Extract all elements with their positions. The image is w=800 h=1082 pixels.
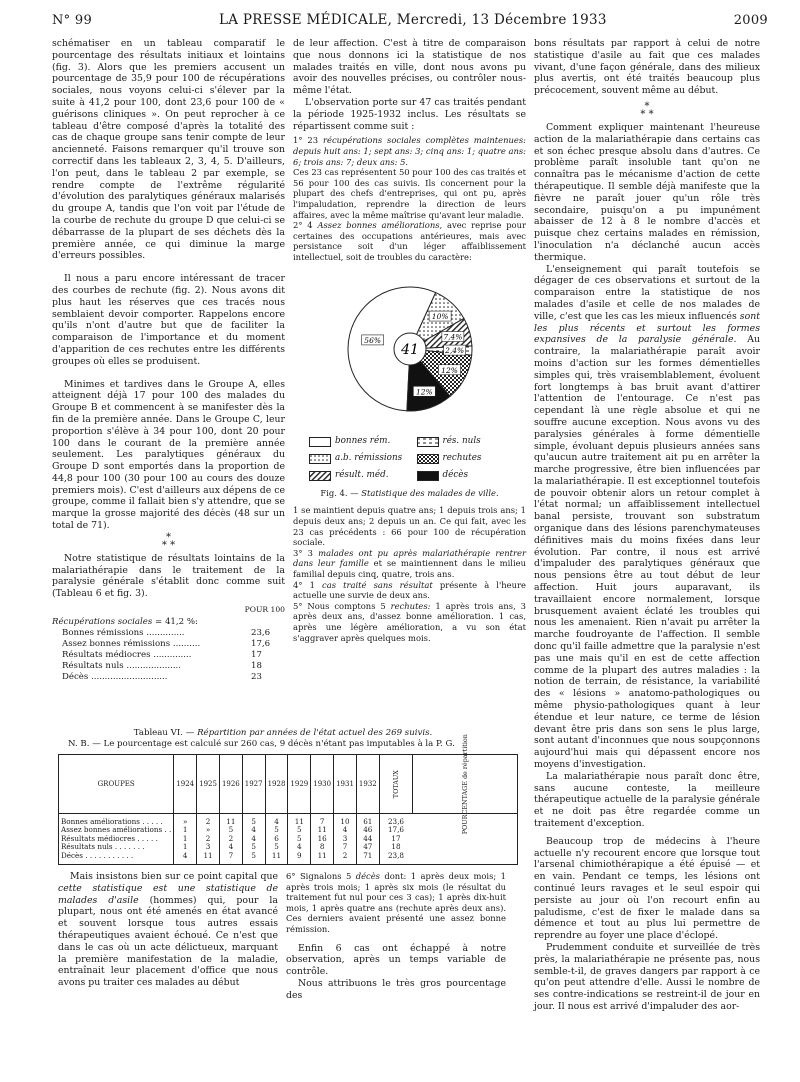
table6-header: TOTAUX [379, 755, 412, 814]
legend-swatch [417, 437, 439, 447]
table-row: Résultats nuls . . . . . . . 1 3 4 5 5 4 8 7 47 18 [59, 843, 518, 851]
table-row: Décès . . . . . . . . . . . 4 11 7 5 11 9 11 2 71 23,8 [59, 852, 518, 865]
col1-paragraph-3: Minimes et tardives dans le Groupe A, elles atteignent déjà 17 pour 100 des malades du Groupe B et commencent à se manifester dès la fin de la première année. Dans le Groupe C, leur proportion s'élève à 34 pour 100, dont 20 pour 100 dans le courant de la première année seulement. Les paralytiques généraux du Groupe D sont emportés dans la proportion de 44,8 pour 100 (30 pour 100 au cours des douze premiers mois). C'est d'ailleurs aux dépens de ce groupe, comme il fallait bien s'y attendre, que se marque la grosse majorité des décès (48 sur un total de 71). [52, 378, 285, 532]
pie-value-label: 7,4% [442, 332, 462, 342]
col1-paragraph-1: schématiser en un tableau comparatif le pourcentage des résultats initiaux et lointains (fig. 3). Alors que les premiers accusent un pourcentage de 35,9 pour 100 de récupérations sociales, nous voyons celui-ci s'élever par la suite à 41,2 pour 100, dont 23,6 pour 100 de « guérisons cliniques ». On peut reprocher à ce tableau d'être composé d'après la totalité des cas de chaque groupe sans tenir compte de leur ancienneté. Faisons remarquer qu'il trouve son correctif dans les tableaux 2, 3, 4, 5. D'ailleurs, l'on peut, dans le tableau 2 par exemple, se rendre compte de l'extrême régularité d'évolution des paralytiques généraux malarisés du groupe A, tandis que l'on voit par l'étude de la courbe de rechute du groupe D que celui-ci se débarrasse de la plupart de ses déchets dès la première année, ce qui diminue la marge d'erreurs possibles. [52, 38, 285, 262]
legend-swatch [309, 471, 331, 481]
recap-head: Récupérations sociales = 41,2 %: [52, 617, 198, 628]
col2-item-4: 4° 1 cas traité sans résultat présente à l'heure actuelle une survie de deux ans. [293, 579, 526, 601]
table6-caption: Tableau VI. — Répartition par années de l'état actuel des 269 suivis. [133, 728, 433, 738]
table6-header: 1928 [265, 755, 288, 814]
legend-item [309, 470, 413, 482]
pie-legend [309, 436, 520, 481]
pie-chart [310, 269, 510, 429]
recap-unit: POUR 100 [244, 605, 285, 615]
pie-value-label: 12% [415, 386, 433, 396]
table6-header: 1926 [219, 755, 242, 814]
table6-header: 1930 [311, 755, 334, 814]
lower-paragraph-2: Enfin 6 cas ont échappé à notre observation, après un temps variable de contrôle. [286, 942, 506, 978]
recap-row: Résultats médiocres .............. 17 [62, 650, 262, 661]
table-row: Assez bonnes améliorations . . 1 » 5 4 5 5 11 4 46 17,6 [59, 826, 518, 834]
table6-header: POURCENTAGE de répartition [412, 755, 517, 814]
table6-header: 1931 [334, 755, 357, 814]
col2-paragraph-6: 1 se maintient depuis quatre ans; 1 depuis trois ans; 1 depuis deux ans; 2 depuis un an. Ce qui fait, avec les 23 cas précédents : 66 pour 100 de récupération sociale. [293, 505, 526, 548]
pie-value-label: 10% [431, 311, 448, 321]
col3-paragraph-2: Comment expliquer maintenant l'heureuse action de la malariathérapie dans certains cas et son échec presque absolu dans d'autres. Ce problème paraît insoluble tant qu'on ne connaîtra pas le mécanisme d'action de cette thérapeutique. Il semble déjà manifeste que la fièvre ne paraît jouer qu'un rôle très secondaire, puisqu'on a pu impunément abaisser de 12 à 8 le nombre d'accès et puisque chez certains malades en rémission, l'inoculation n'a déclanché aucun accès thermique. [534, 121, 760, 263]
table6-header: GROUPES [59, 755, 174, 814]
lower-paragraph-1: Mais insistons bien sur ce point capital que cette statistique est une statistique de malades d'asile (hommes) qui, pour la plupart, nous ont été amenés en état avancé et souvent lorsque tous autres essais thérapeutiques avaient échoué. Ce n'est que dans le cas où un acte délictueux, marquant la première manifestation de la maladie, entraînait leur placement d'office que nous avons pu traiter ces malades au début [58, 871, 278, 989]
col3-paragraph-4: La malariathérapie nous paraît donc être, sans aucune conteste, la meilleure thérapeutique actuelle de la paralysie générale et ne doit pas être regardée comme un traitement d'exception. [534, 770, 760, 829]
legend-label: rés. nuls [442, 436, 481, 447]
legend-item [417, 453, 521, 465]
col3-paragraph-3: L'enseignement qui paraît toutefois se dégager de ces observations et surtout de la comparaison entre la statistique de nos malades d'asile et celle de nos malades de ville, c'est que les cas les mieux influencés sont les plus récents et surtout les formes expansives de la paralysie générale. Au contraire, la malariathérapie paraît avoir moins d'action sur les formes démentielles simples qui, très vraisemblablement, évoluent fort longtemps à bas bruit avant d'attirer l'attention de l'entourage. Ce n'est pas cependant là une règle absolue et qui ne souffre aucune exception. Nous avons vu des paralysies générales à forme démentielle simple, évoluant depuis plusieurs années sans qu'aucun autre traitement ait pu en arrêter la marche progressive, être bien influencées par la malariathérapie. Il est exceptionnel toutefois de pouvoir obtenir alors un retour complet à l'état normal; un affaiblissement intellectuel banal persiste, trouvant son substratum organique dans des lésions parenchymateuses définitives mais du moins fixées dans leur évolution. Par contre, il nous est arrivé d'impaluder des paralytiques généraux que nous pensions être au tout début de leur affection. Huit jours auparavant, ils travaillaient encore normalement, lorsque brusquement avaient éclaté les troubles qui nous les amenaient. Rien n'avait pu arrêter la marche foudroyante de l'affection. Il semble donc qu'il faille admettre que la paralysie n'est pas une mais qu'il en est de cette affection comme de la plupart des autres maladies : la notion de terrain, de résistance, la variabilité des « lésions » anatomo-pathologiques ou même physio-pathologiques quant à leur étendue et leur nature, ce terme de lésion devant être pris dans son sens le plus large, sont autant d'inconnues que nous soupçonnons aujourd'hui mais qui dépassent encore nos moyens d'investigation. [534, 263, 760, 771]
journal-title: LA PRESSE MÉDICALE, Mercredi, 13 Décembre 1933 [218, 12, 607, 28]
recap-row: Résultats nuls .................... 18 [62, 661, 262, 672]
table6-note: N. B. — Le pourcentage est calculé sur 260 cas, 9 décès n'étant pas imputables à la P. G. [68, 739, 455, 749]
col2-item-3: 3° 3 malades ont pu après malariathérapie rentrer dans leur famille et se maintiennent dans le milieu familial depuis cinq, quatre, trois ans. [293, 547, 526, 580]
table6-header: 1927 [242, 755, 265, 814]
legend-swatch [309, 454, 331, 464]
recap-row: Assez bonnes rémissions .......... 17,6 [62, 639, 271, 650]
pie-value-label: 12% [440, 365, 458, 375]
col3-paragraph-6: Prudemment conduite et surveillée de très près, la malariathérapie ne présente pas, nous semble-t-il, de graves dangers par rapport à ce qu'on peut attendre d'elle. Aussi le nombre de ses contre-indications se restreint-il de jour en jour. Il nous est arrivé d'impaluder des aor- [534, 941, 760, 1012]
col2-item-2: 2° 4 Assez bonnes améliorations, avec reprise pour certaines des occupations antérieures, mais avec persistance soit d'un léger affaiblissement intellectuel, soit de troubles du caractère: [293, 220, 527, 262]
folio: 2009 [733, 13, 768, 28]
table6-header: 1929 [288, 755, 311, 814]
col2-paragraph-2: L'observation porte sur 47 cas traités pendant la période 1925-1932 inclus. Les résultats se répartissent comme suit : [293, 96, 526, 132]
legend-swatch [417, 471, 439, 481]
pie-center-label: 41 [400, 341, 419, 358]
col3-paragraph-1: bons résultats par rapport à celui de notre statistique d'asile au fait que ces malades vivant, d'une façon générale, dans des milieux plus avertis, ont été traités beaucoup plus précocement, souvent même au début. [534, 38, 760, 97]
legend-item [417, 470, 521, 482]
pie-value-label: 2,4% [444, 345, 464, 355]
lower-item-6: 6° Signalons 5 décès dont: 1 après deux mois; 1 après trois mois; 1 après six mois (le résultat du traitement fut nul pour ces 3 cas); 1 après dix-huit mois, 1 après quatre ans (rechute après deux ans). Ces derniers avaient présenté une assez bonne rémission. [286, 871, 506, 934]
recap-row: Décès ............................ 23 [62, 672, 262, 683]
legend-label: rechutes [442, 453, 482, 464]
legend-label: a.b. rémissions [335, 453, 403, 464]
page-header [52, 12, 768, 38]
col2-item-5: 5° Nous comptons 5 rechutes: 1 après trois ans, 3 après deux ans, d'assez bonne amélioration. 1 cas, après une légère amélioration, a vu son état s'aggraver après quelques mois. [293, 600, 526, 643]
col2-item-1: 1° 23 récupérations sociales complètes maintenues: depuis huit ans: 1; sept ans: 3; cinq ans: 1; quatre ans: 6; trois ans: 7; deux ans: 5. [293, 135, 526, 167]
pie-figure [293, 269, 526, 500]
table6-header: 1925 [197, 755, 220, 814]
table-row: Résultats médiocres . . . . . 1 2 2 4 6 5 16 3 44 17 [59, 835, 518, 843]
figure-caption: Fig. 4. — Statistique des malades de ville. [320, 487, 499, 498]
col1-paragraph-4: Notre statistique de résultats lointains de la malariathérapie dans le traitement de la paralysie générale s'établit donc comme suit (Tableau 6 et fig. 3). [52, 552, 285, 600]
lower-paragraph-3: Nous attribuons le très gros pourcentage des [286, 977, 506, 1001]
legend-swatch [417, 454, 439, 464]
legend-item [417, 436, 521, 448]
legend-label: décès [442, 469, 468, 480]
table-row: Bonnes améliorations . . . . . » 2 11 5 4 11 7 10 61 23,6 [59, 814, 518, 827]
section-stars-2: * * * [640, 100, 654, 120]
legend-swatch [309, 437, 331, 447]
recap-row: Bonnes rémissions .............. 23,6 [62, 628, 271, 639]
lower-columns [58, 871, 508, 1002]
lower-column-2 [286, 871, 506, 1002]
legend-item [309, 453, 413, 465]
legend-label: bonnes rém. [335, 436, 391, 447]
table-and-lower [58, 728, 508, 1002]
lower-column-1 [58, 871, 278, 1002]
legend-item [309, 436, 413, 448]
table6-header: 1932 [356, 755, 379, 814]
column-3 [534, 38, 760, 1013]
col1-paragraph-2: Il nous a paru encore intéressant de tracer des courbes de rechute (fig. 2). Nous avons dit plus haut les réserves que ces tracés nous semblaient devoir comporter. Rappelons encore qu'ils n'ont d'autre but que de faciliter la comparaison de l'importance et du moment d'apparition de ces rechutes entre les différents groupes où elles se produisent. [52, 273, 285, 367]
pie-value-label: 56% [363, 335, 381, 345]
col3-paragraph-5: Beaucoup trop de médecins à l'heure actuelle n'y recourent encore que lorsque tout l'arsenal chimiothérapique a été épuisé — et en vain. Pendant ce temps, les lésions ont continué leurs ravages et le seul espoir qui persiste au jour où l'on recourt enfin au paludisme, c'est de fixer le malade dans sa démence et tout au plus lui permettre de reprendre au foyer une place d'éclopé. [534, 835, 760, 942]
legend-label: résult. méd. [335, 469, 389, 480]
col2-paragraph-4: Ces 23 cas représentent 50 pour 100 des cas traités et 56 pour 100 des cas suivis. Ils concernent pour la plupart des chefs d'entreprises, qui ont pu, après l'impaludation, reprendre la direction de leurs affaires, avec la même maîtrise qu'avant leur maladie. [293, 167, 526, 220]
page-number: N° 99 [52, 13, 93, 28]
recap-table [52, 604, 285, 683]
section-stars: * * * [161, 531, 176, 551]
table6-header: 1924 [174, 755, 197, 814]
col2-paragraph-1: de leur affection. C'est à titre de comparaison que nous donnons ici la statistique de nos malades traités en ville, dont nous avons pu avoir des nouvelles précises, ou contrôler nous-même l'état. [293, 38, 526, 97]
